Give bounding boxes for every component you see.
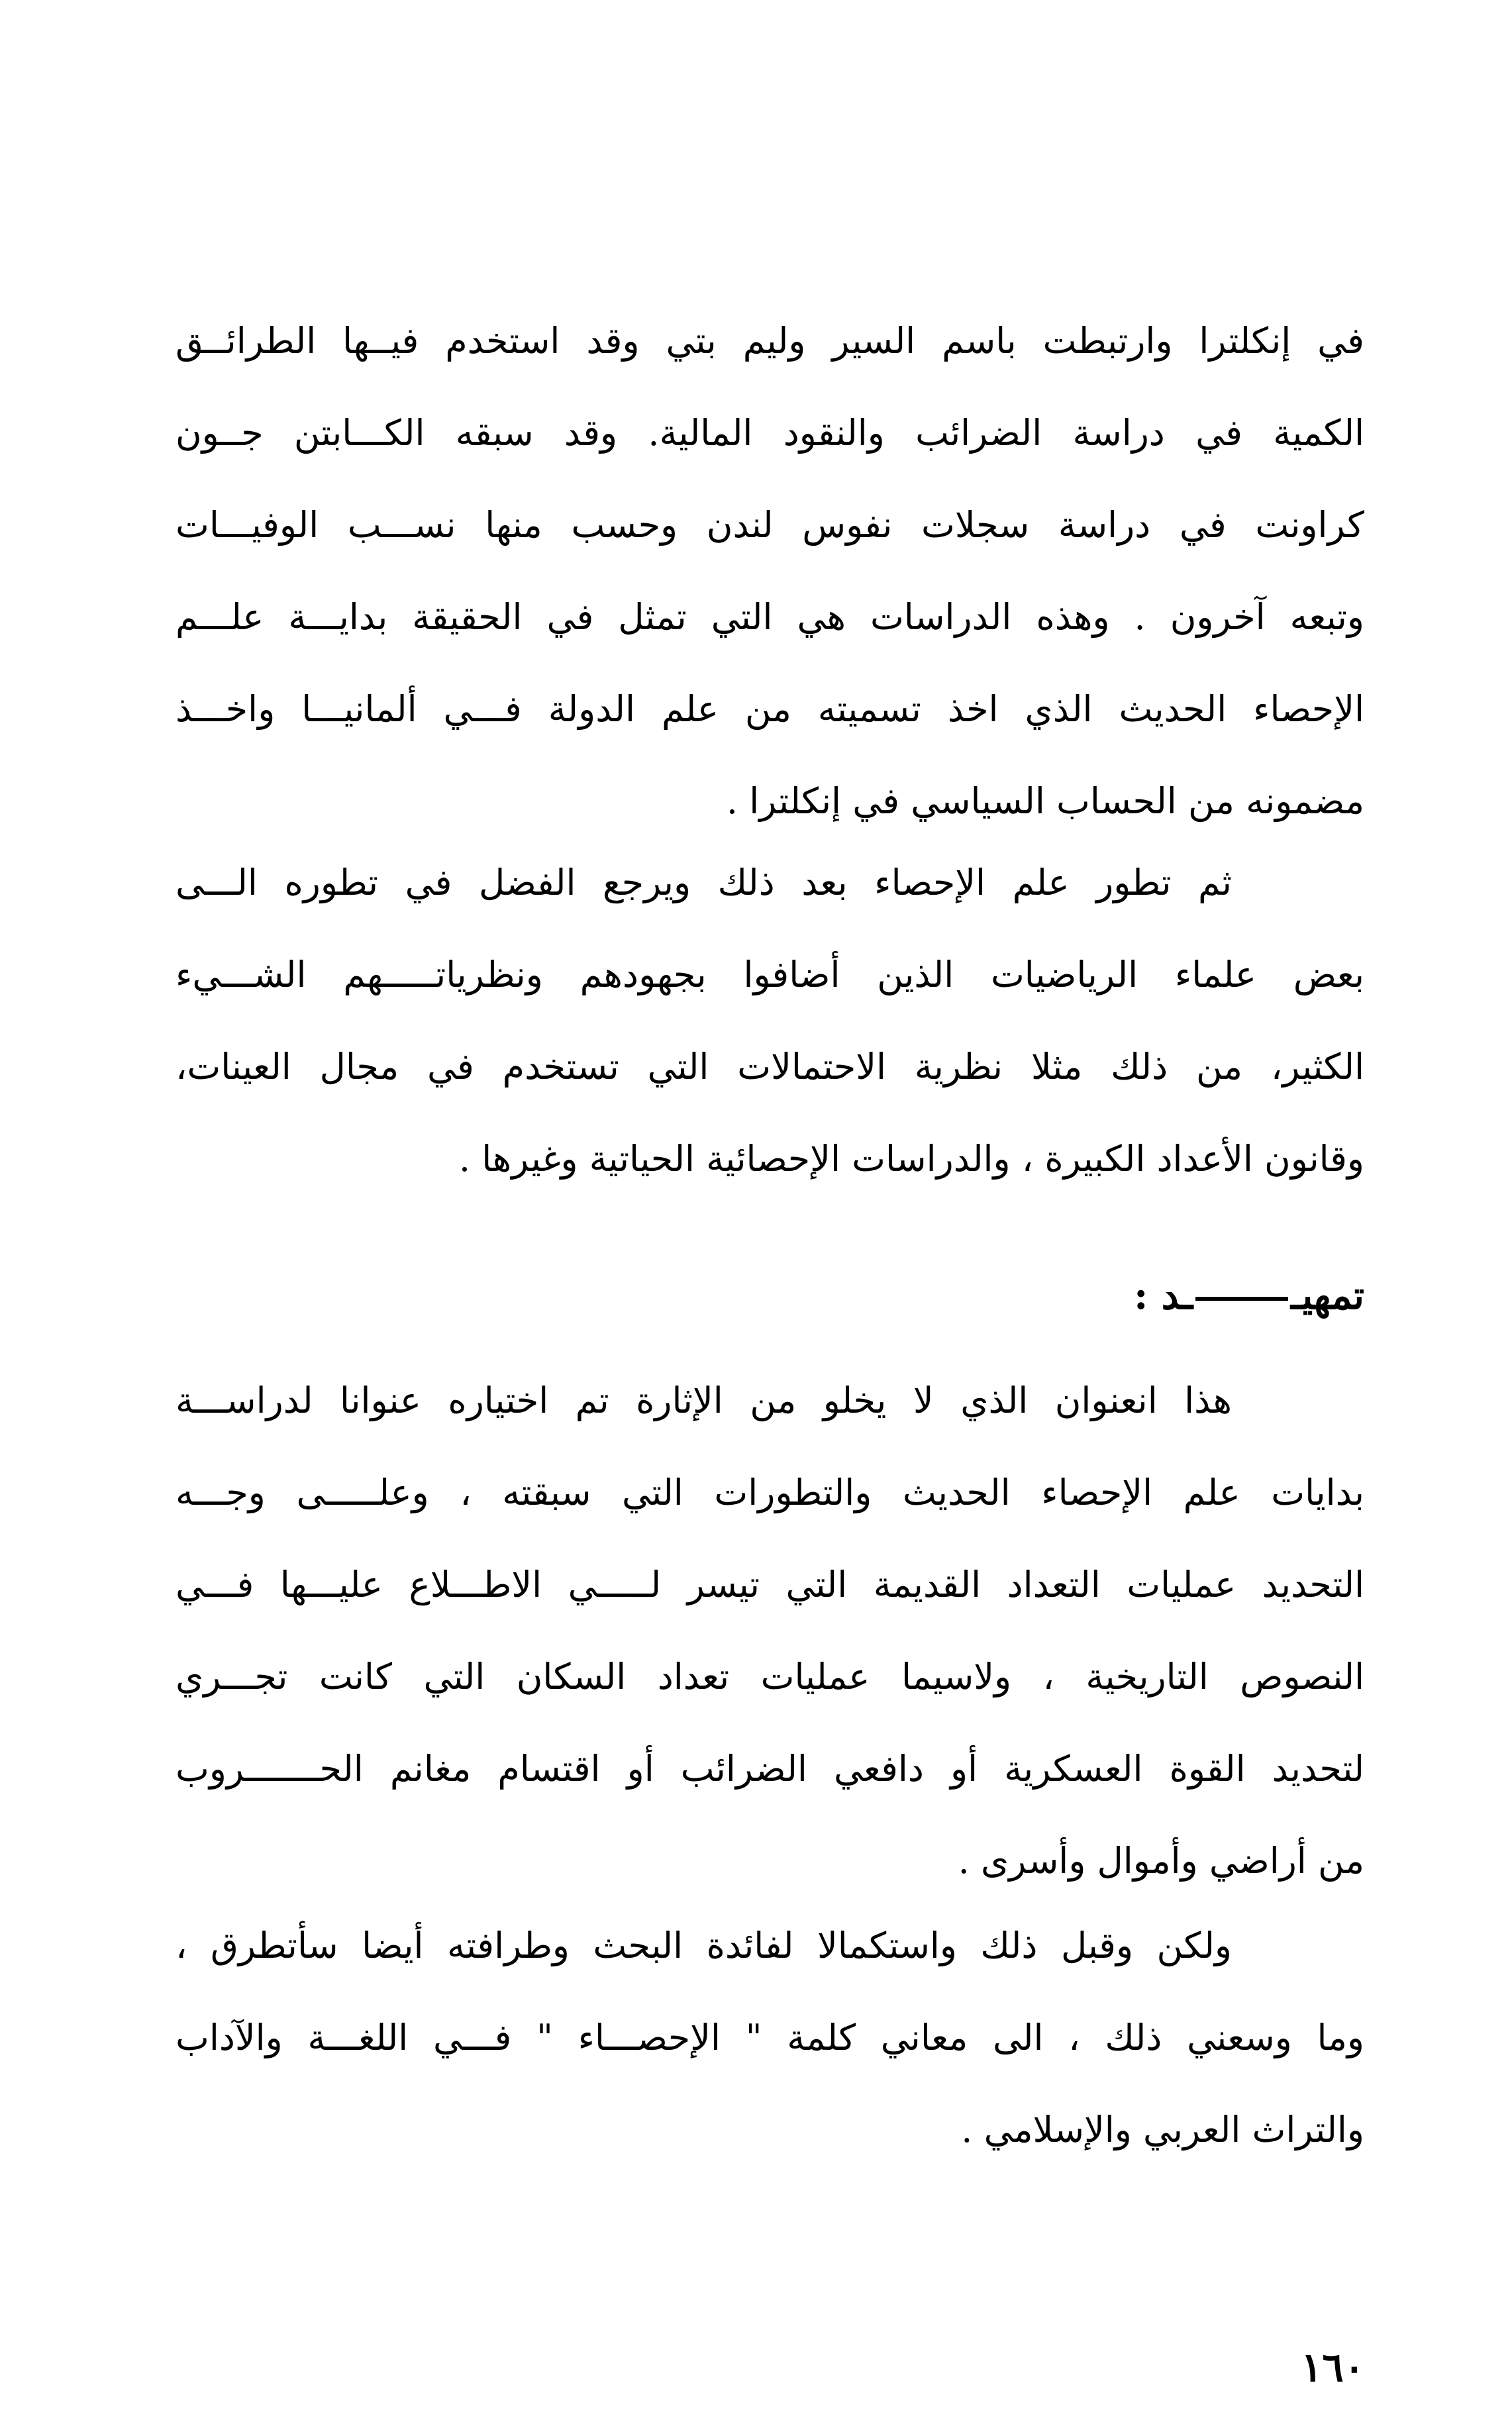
page-number: ١٦٠ [1301,2345,1365,2391]
text-line: النصوص التاريخية ، ولاسيما عمليات تعداد السكان التي كانت تجـــري [176,1656,1364,1697]
text-line: ثم تطور علم الإحصاء بعد ذلك ويرجع الفضل في تطوره الـــى [176,862,1232,903]
text-line: من أراضي وأموال وأسرى . [958,1840,1364,1882]
heading-text-start: تمهيـ [1291,1273,1364,1318]
text-line: الكثير، من ذلك مثلا نظرية الاحتمالات التي تستخدم في مجال العينات، [176,1046,1364,1088]
heading-kashida-line [1195,1297,1288,1301]
text-line: والتراث العربي والإسلامي . [961,2109,1364,2151]
paragraph-word-meaning [176,1899,1364,2176]
text-line: الإحصاء الحديث الذي اخذ تسميته من علم الدولة فـــي ألمانيـــا واخـــذ [176,688,1364,730]
text-line: وقانون الأعداد الكبيرة ، والدراسات الإحصائية الحياتية وغيرها . [458,1138,1364,1180]
paragraph-mathematicians [176,836,1364,1205]
text-line: هذا انعنوان الذي لا يخلو من الإثارة تم اختياره عنوانا لدراســـة [176,1380,1232,1421]
text-line: لتحديد القوة العسكرية أو دافعي الضرائب أو اقتسام مغانم الحـــــــروب [176,1748,1364,1790]
paragraph-introduction [176,1354,1364,1907]
text-line: كراونت في دراسة سجلات نفوس لندن وحسب منها نســـب الوفيـــات [176,504,1364,546]
text-line: الكمية في دراسة الضرائب والنقود المالية. وقد سبقه الكـــابتن جــون [176,412,1364,454]
text-line: بدايات علم الإحصاء الحديث والتطورات التي سبقته ، وعلـــــى وجـــه [176,1472,1364,1513]
section-heading [1134,1273,1364,1318]
text-line: مضمونه من الحساب السياسي في إنكلترا . [726,780,1364,822]
text-line: ولكن وقبل ذلك واستكمالا لفائدة البحث وطرافته أيضا سأتطرق ، [176,1925,1232,1966]
text-line: في إنكلترا وارتبطت باسم السير وليم بتي وقد استخدم فيــها الطرائــق [176,320,1364,362]
paragraph-history-england [176,295,1364,847]
text-line: بعض علماء الرياضيات الذين أضافوا بجهودهم ونظرياتـــــهم الشـــيء [176,954,1364,995]
text-line: وتبعه آخرون . وهذه الدراسات هي التي تمثل في الحقيقة بدايـــة علـــم [176,596,1364,638]
heading-colon: : [1134,1273,1148,1318]
heading-text-end: ـد [1161,1273,1193,1318]
text-line: وما وسعني ذلك ، الى معاني كلمة " الإحصـــاء " فـــي اللغـــة والآداب [176,2017,1364,2058]
text-line: التحديد عمليات التعداد القديمة التي تيسر لـــــي الاطـــلاع عليـــها فـــي [176,1564,1364,1605]
